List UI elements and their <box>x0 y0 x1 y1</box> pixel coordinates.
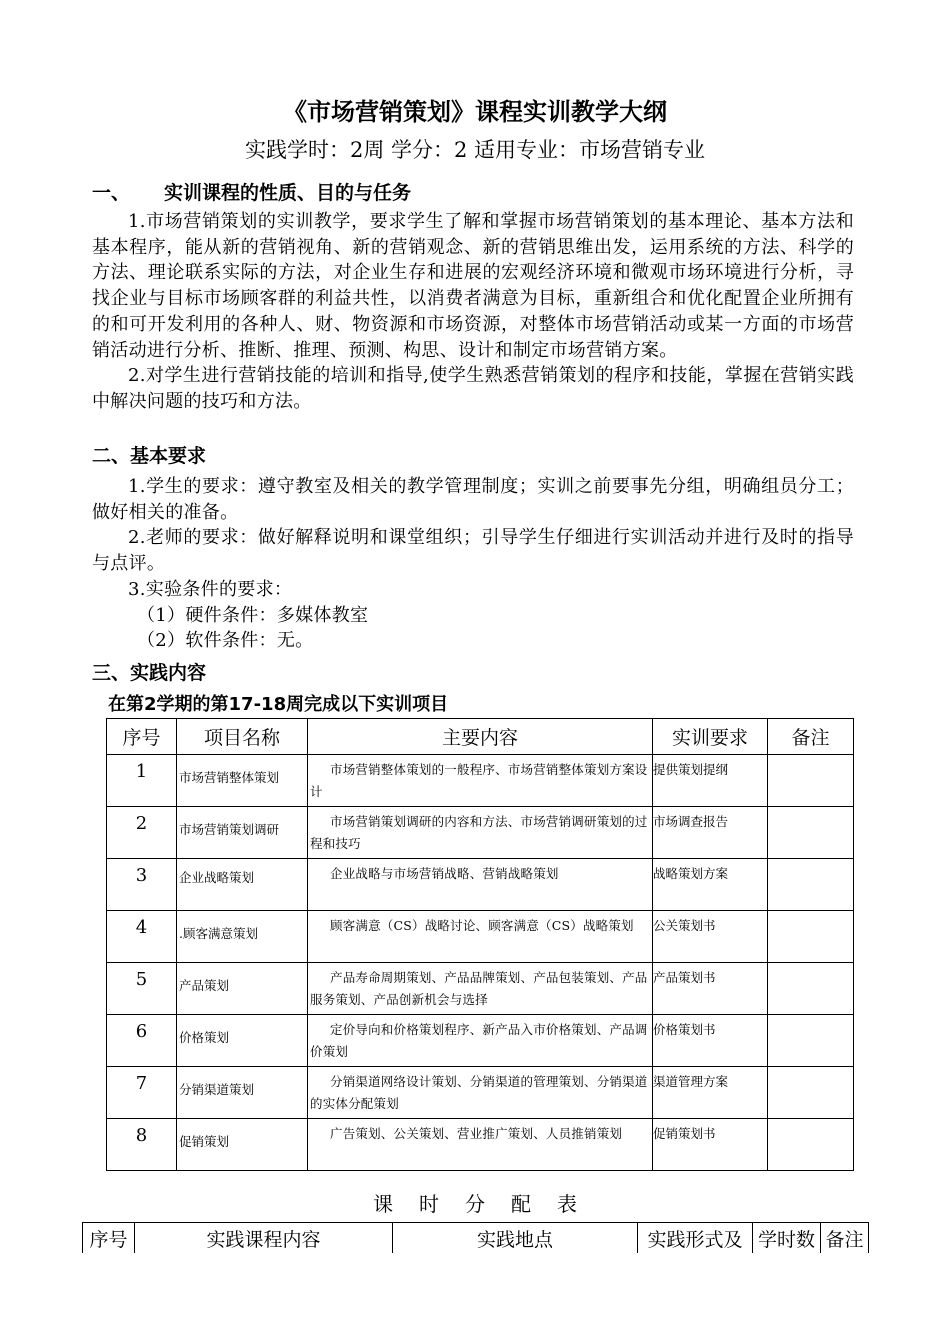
project-note <box>768 1067 854 1119</box>
table-header-row <box>107 719 854 755</box>
table-row <box>107 859 854 911</box>
table-header-row <box>83 1223 869 1254</box>
row-number: 1 <box>107 755 177 807</box>
project-name: 市场营销整体策划 <box>177 755 308 807</box>
table-header-cell: 实践地点 <box>393 1223 638 1254</box>
project-note <box>768 807 854 859</box>
hours-allocation-table <box>82 1222 869 1253</box>
row-number: 5 <box>107 963 177 1015</box>
project-content: 广告策划、公关策划、营业推广策划、人员推销策划 <box>308 1119 653 1171</box>
table-header-cell: 项目名称 <box>177 719 308 755</box>
row-number: 8 <box>107 1119 177 1171</box>
project-note <box>768 859 854 911</box>
table-row <box>107 1015 854 1067</box>
table-row <box>107 963 854 1015</box>
table-row <box>107 1119 854 1171</box>
project-content: 顾客满意（CS）战略讨论、顾客满意（CS）战略策划 <box>308 911 653 963</box>
row-number: 4 <box>107 911 177 963</box>
paragraph: 2.老师的要求：做好解释说明和课堂组织；引导学生仔细进行实训活动并进行及时的指导与点评。 <box>92 527 854 575</box>
table-header-cell: 实训要求 <box>653 719 768 755</box>
project-content: 市场营销策划调研的内容和方法、市场营销调研策划的过程和技巧 <box>308 807 653 859</box>
section-number: 一、 <box>92 182 131 204</box>
project-note <box>768 755 854 807</box>
row-number: 2 <box>107 807 177 859</box>
table-header-cell: 备注 <box>768 719 854 755</box>
project-name: 企业战略策划 <box>177 859 308 911</box>
section-heading-1 <box>92 178 411 205</box>
project-name: .顾客满意策划 <box>177 911 308 963</box>
document-title: 《市场营销策划》课程实训教学大纲 <box>283 98 667 126</box>
project-name: 分销渠道策划 <box>177 1067 308 1119</box>
table-header-cell: 实践形式及 <box>638 1223 753 1254</box>
row-number: 7 <box>107 1067 177 1119</box>
project-requirement: 渠道管理方案 <box>653 1067 768 1119</box>
paragraph: （1）硬件条件：多媒体教室 <box>137 604 369 626</box>
project-requirement: 战略策划方案 <box>653 859 768 911</box>
section-3-subtitle: 在第2学期的第17-18周完成以下实训项目 <box>108 694 449 715</box>
table-header-cell: 序号 <box>107 719 177 755</box>
project-requirement: 产品策划书 <box>653 963 768 1015</box>
table-header-cell: 序号 <box>83 1223 135 1254</box>
project-content: 产品寿命周期策划、产品品牌策划、产品包装策划、产品服务策划、产品创新机会与选择 <box>308 963 653 1015</box>
table-header-cell: 学时数 <box>753 1223 821 1254</box>
training-projects-table <box>106 718 854 1171</box>
project-content: 定价导向和价格策划程序、新产品入市价格策划、产品调价策划 <box>308 1015 653 1067</box>
project-name: 价格策划 <box>177 1015 308 1067</box>
project-note <box>768 1015 854 1067</box>
paragraph: 1.学生的要求：遵守教室及相关的教学管理制度；实训之前要事先分组，明确组员分工；做好相关的准备。 <box>92 476 854 523</box>
project-requirement: 公关策划书 <box>653 911 768 963</box>
project-note <box>768 963 854 1015</box>
row-number: 6 <box>107 1015 177 1067</box>
table-row <box>107 755 854 807</box>
table-row <box>107 1067 854 1119</box>
section-heading-3: 三、实践内容 <box>92 662 207 684</box>
project-requirement: 价格策划书 <box>653 1015 768 1067</box>
table-header-cell: 实践课程内容 <box>135 1223 393 1254</box>
project-name: 促销策划 <box>177 1119 308 1171</box>
project-content: 企业战略与市场营销战略、营销战略策划 <box>308 859 653 911</box>
section-title: 实训课程的性质、目的与任务 <box>164 182 412 204</box>
table-header-cell: 备注 <box>821 1223 869 1254</box>
project-requirement: 提供策划提纲 <box>653 755 768 807</box>
table-row <box>107 807 854 859</box>
project-content: 市场营销整体策划的一般程序、市场营销整体策划方案设计 <box>308 755 653 807</box>
paragraph: 3.实验条件的要求： <box>128 578 293 600</box>
section-heading-2: 二、基本要求 <box>92 445 207 467</box>
table-header-cell: 主要内容 <box>308 719 653 755</box>
paragraph: 1.市场营销策划的实训教学，要求学生了解和掌握市场营销策划的基本理论、基本方法和基本程序，能从新的营销视角、新的营销观念、新的营销思维出发，运用系统的方法、科学的方法、理论联系实际的方法，对企业生存和进展的宏观经济环境和微观市场环境进行分析，寻找企业与目标市场顾客群的利益共性，以消费者满意为目标，重新组合和优化配置企业所拥有的和可开发利用的各种人、财、物资源和市场资源，对整体市场营销活动或某一方面的市场营销活动进行分析、推断、推理、预测、构思、设计和制定市场营销方案。 <box>92 211 854 361</box>
table-row <box>107 911 854 963</box>
table-caption: 课时分配表 <box>373 1192 603 1216</box>
project-note <box>768 911 854 963</box>
section-2-body <box>92 474 854 654</box>
project-name: 产品策划 <box>177 963 308 1015</box>
project-name: 市场营销策划调研 <box>177 807 308 859</box>
project-requirement: 市场调查报告 <box>653 807 768 859</box>
paragraph: （2）软件条件：无。 <box>137 630 314 652</box>
section-1-body <box>92 209 854 415</box>
paragraph: 2.对学生进行营销技能的培训和指导,使学生熟悉营销策划的程序和技能，掌握在营销实践中解决问题的技巧和方法。 <box>92 365 854 412</box>
project-content: 分销渠道网络设计策划、分销渠道的管理策划、分销渠道的实体分配策划 <box>308 1067 653 1119</box>
project-note <box>768 1119 854 1171</box>
project-requirement: 促销策划书 <box>653 1119 768 1171</box>
row-number: 3 <box>107 859 177 911</box>
document-subtitle: 实践学时：2周 学分：2 适用专业：市场营销专业 <box>244 138 706 162</box>
